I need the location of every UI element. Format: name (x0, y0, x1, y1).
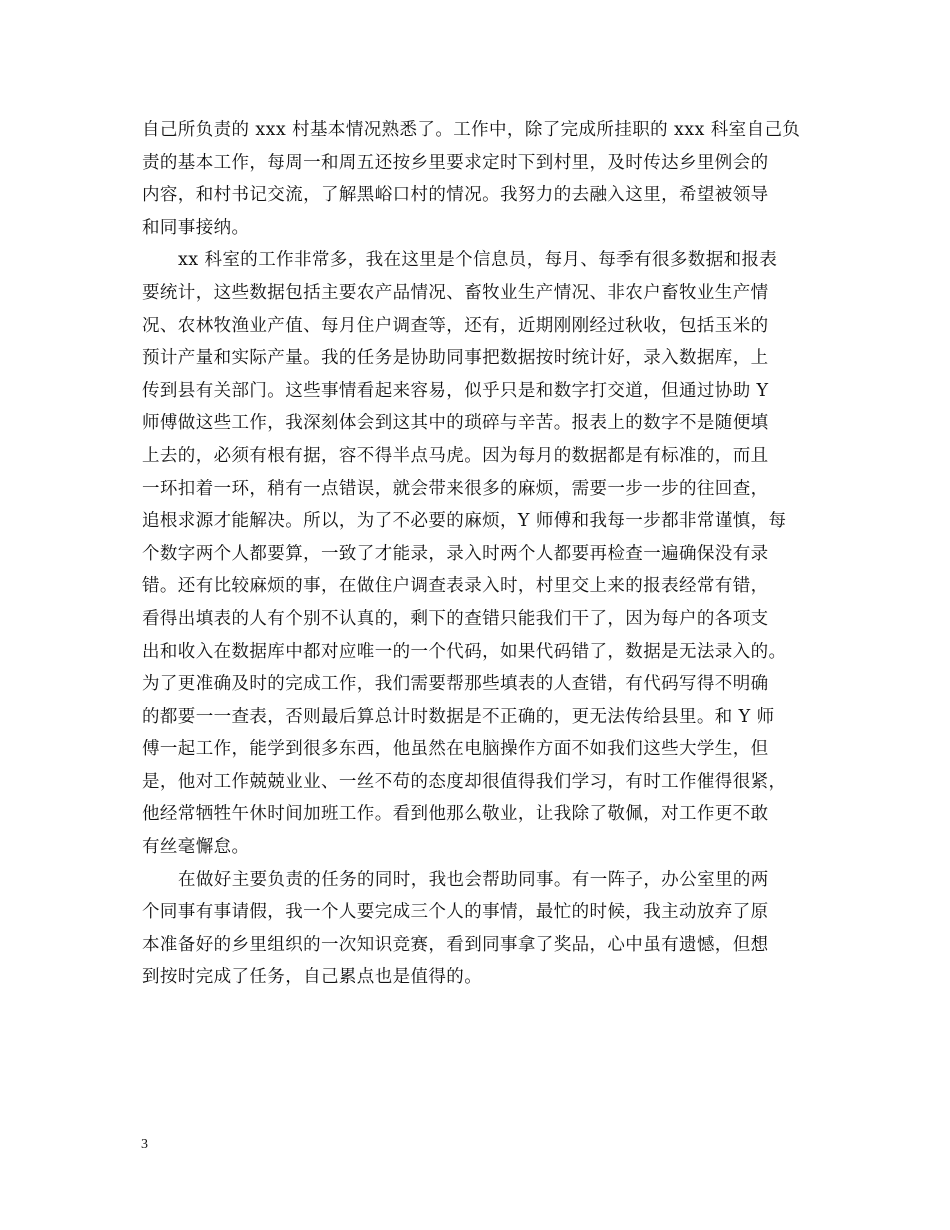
text-line: 的都要一一查表，否则最后算总计时数据是不正确的，更无法传给县里。和 Y 师 (142, 706, 775, 727)
text-line: 看得出填表的人有个别不认真的，剩下的查错只能我们干了，因为每户的各项支 (142, 608, 769, 629)
text-line: 责的基本工作，每周一和周五还按乡里要求定时下到村里，及时传达乡里例会的 (142, 152, 769, 173)
text-line: 他经常牺牲午休时间加班工作。看到他那么敬业，让我除了敬佩，对工作更不敢 (142, 804, 769, 825)
text-line: 到按时完成了任务，自己累点也是值得的。 (142, 967, 483, 988)
text-line: 传到县有关部门。这些事情看起来容易，似乎只是和数字打交道，但通过协助 Y (142, 380, 769, 401)
text-line: 内容，和村书记交流，了解黑峪口村的情况。我努力的去融入这里，希望被领导 (142, 185, 769, 206)
text-line: 自己所负责的 xxx 村基本情况熟悉了。工作中，除了完成所挂职的 xxx 科室自己负 (142, 120, 801, 140)
text-line: 个同事有事请假，我一个人要完成三个人的事情，最忙的时候，我主动放弃了原 (142, 902, 769, 923)
body-text (142, 114, 832, 994)
text-line: 个数字两个人都要算，一致了才能录，录入时两个人都要再检查一遍确保没有录 (142, 543, 769, 564)
text-line: 和同事接纳。 (142, 217, 250, 238)
text-line: 追根求源才能解决。所以，为了不必要的麻烦，Y 师傅和我每一步都非常谨慎，每 (142, 511, 787, 532)
text-line: 错。还有比较麻烦的事，在做住户调查表录入时，村里交上来的报表经常有错， (142, 576, 769, 597)
paragraph-1 (142, 114, 832, 244)
text-line: 在做好主要负责的任务的同时，我也会帮助同事。有一阵子，办公室里的两 (178, 869, 769, 890)
text-line: 为了更准确及时的完成工作，我们需要帮那些填表的人查错，有代码写得不明确 (142, 674, 769, 695)
page-number: 3 (141, 1137, 148, 1152)
text-line: 有丝毫懈怠。 (142, 837, 250, 858)
text-line: 出和收入在数据库中都对应唯一的一个代码，如果代码错了，数据是无法录入的。 (142, 641, 787, 662)
paragraph-2 (142, 244, 832, 863)
text-line: xx 科室的工作非常多，我在这里是个信息员，每月、每季有很多数据和报表 (178, 250, 778, 271)
text-line: 况、农林牧渔业产值、每月住户调查等，还有，近期刚刚经过秋收，包括玉米的 (142, 315, 769, 336)
text-line: 是，他对工作兢兢业业、一丝不苟的态度却很值得我们学习，有时工作催得很紧， (142, 771, 787, 792)
text-line: 要统计，这些数据包括主要农产品情况、畜牧业生产情况、非农户畜牧业生产情 (142, 282, 769, 303)
paragraph-3 (142, 864, 832, 994)
text-line: 上去的，必须有根有据，容不得半点马虎。因为每月的数据都是有标准的，而且 (142, 445, 769, 466)
text-line: 本准备好的乡里组织的一次知识竞赛，看到同事拿了奖品，心中虽有遗憾，但想 (142, 934, 769, 955)
text-line: 师傅做这些工作，我深刻体会到这其中的琐碎与辛苦。报表上的数字不是随便填 (142, 413, 769, 434)
text-line: 傅一起工作，能学到很多东西，他虽然在电脑操作方面不如我们这些大学生，但 (142, 739, 769, 760)
text-line: 预计产量和实际产量。我的任务是协助同事把数据按时统计好，录入数据库，上 (142, 348, 769, 369)
text-line: 一环扣着一环，稍有一点错误，就会带来很多的麻烦，需要一步一步的往回查， (142, 478, 769, 499)
